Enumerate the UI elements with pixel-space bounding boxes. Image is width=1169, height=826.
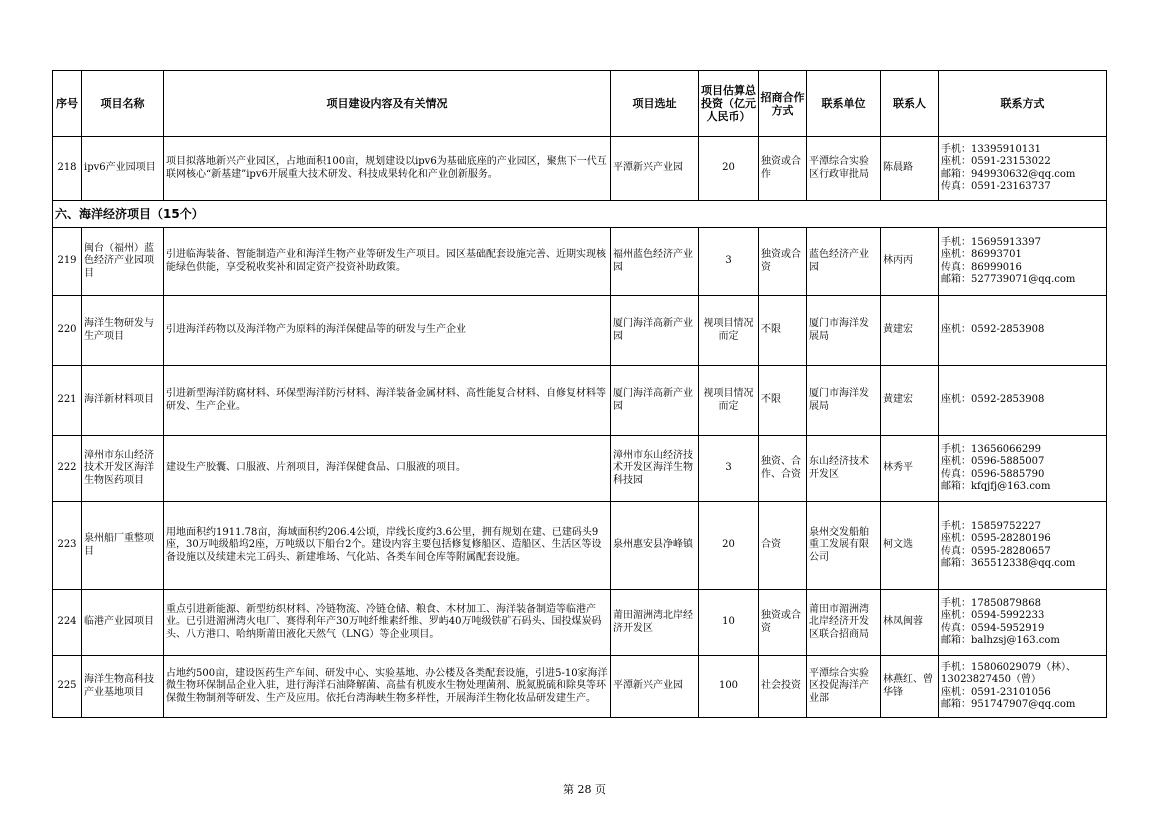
contact-line: 传真：0594-5952919	[941, 622, 1045, 634]
cell-contact	[939, 137, 1107, 201]
cell-no: 223	[53, 502, 82, 590]
cell-mode: 独资或合资	[759, 228, 807, 296]
cell-name: ipv6产业园项目	[82, 137, 164, 201]
cell-person: 柯文选	[881, 502, 939, 590]
cell-name: 海洋生物高科技产业基地项目	[82, 656, 164, 718]
cell-contact	[939, 502, 1107, 590]
cell-content: 重点引进新能源、新型纺织材料、冷链物流、冷链仓储、粮食、木材加工、海洋装备制造等临港产业。已引进湄洲湾火电厂、赛得利年产30万吨纤维素纤维、罗屿40万吨级铁矿石码头、国投煤炭码头、八方港口、哈纳斯莆田液化天然气（LNG）等企业项目。	[164, 590, 611, 656]
contact-line: 传真：0596-5885790	[941, 468, 1045, 480]
cell-no: 224	[53, 590, 82, 656]
cell-person: 林秀平	[881, 436, 939, 502]
cell-content: 用地面积约1911.78亩，海域面积约206.4公顷，岸线长度约3.6公里，拥有规划在建、已建码头9座，30万吨级船坞2座，万吨级以下船台2个。建设内容主要包括修复修船区、造船区、生活区等设备设施以及续建未完工码头、新建堆场、气化站、各类车间仓库等附属配套设施。	[164, 502, 611, 590]
cell-contact	[939, 296, 1107, 366]
cell-unit: 平潭综合实验区投促海洋产业部	[807, 656, 881, 718]
header-mode: 招商合作方式	[759, 71, 807, 137]
contact-line: 座机：0592-2853908	[941, 394, 1045, 406]
table-body-top	[53, 137, 1107, 201]
cell-investment: 视项目情况而定	[699, 296, 759, 366]
cell-site: 平潭新兴产业园	[611, 656, 699, 718]
cell-mode: 独资或合作	[759, 137, 807, 201]
project-table	[52, 70, 1107, 718]
cell-site: 漳州市东山经济技术开发区海洋生物科技园	[611, 436, 699, 502]
cell-contact	[939, 436, 1107, 502]
header-investment: 项目估算总投资（亿元人民币）	[699, 71, 759, 137]
header-unit: 联系单位	[807, 71, 881, 137]
contact-line: 传真：86999016	[941, 261, 1022, 273]
cell-mode: 社会投资	[759, 656, 807, 718]
cell-name: 海洋新材料项目	[82, 366, 164, 436]
cell-content: 占地约500亩，建设医药生产车间、研发中心、实验基地、办公楼及各类配套设施，引进5-10家海洋微生物环保制品企业入驻，进行海洋石油降解菌、高盐有机废水生物处理菌剂、脱氮脱硫和除臭等环保微生物制剂等研发、生产及应用。依托台湾海峡生物多样性，开展海洋生物化妆品研发建生产。	[164, 656, 611, 718]
cell-unit: 泉州交发船舶重工发展有限公司	[807, 502, 881, 590]
cell-mode: 独资或合资	[759, 590, 807, 656]
cell-no: 218	[53, 137, 82, 201]
cell-person: 黄建宏	[881, 366, 939, 436]
cell-site: 平潭新兴产业园	[611, 137, 699, 201]
cell-investment: 20	[699, 137, 759, 201]
contact-line: 座机：0592-2853908	[941, 324, 1045, 336]
table-body-bottom	[53, 228, 1107, 718]
contact-line: 座机：86993701	[941, 249, 1022, 260]
cell-site: 厦门海洋高新产业园	[611, 296, 699, 366]
cell-person: 林凤闽蓉	[881, 590, 939, 656]
contact-line: 座机：0596-5885007	[941, 456, 1045, 467]
cell-site: 莆田湄洲湾北岸经济开发区	[611, 590, 699, 656]
table-row	[53, 366, 1107, 436]
contact-line: 座机：0591-23153022	[941, 156, 1051, 167]
cell-name: 泉州船厂重整项目	[82, 502, 164, 590]
contact-line: 邮箱：kfqjfj@163.com	[941, 481, 1051, 492]
header-site: 项目选址	[611, 71, 699, 137]
header-no: 序号	[53, 71, 82, 137]
cell-investment: 3	[699, 436, 759, 502]
cell-person: 林丙丙	[881, 228, 939, 296]
cell-name: 海洋生物研发与生产项目	[82, 296, 164, 366]
cell-site: 泉州惠安县净峰镇	[611, 502, 699, 590]
cell-mode: 合资	[759, 502, 807, 590]
cell-contact	[939, 656, 1107, 718]
cell-investment: 10	[699, 590, 759, 656]
section-row	[53, 201, 1107, 228]
cell-person: 林燕红、曾华锋	[881, 656, 939, 718]
cell-investment: 视项目情况而定	[699, 366, 759, 436]
contact-line: 邮箱：951747907@qq.com	[941, 699, 1076, 710]
cell-name: 漳州市东山经济技术开发区海洋生物医药项目	[82, 436, 164, 502]
cell-unit: 平潭综合实验区行政审批局	[807, 137, 881, 201]
cell-content: 引进海洋药物以及海洋物产为原料的海洋保健品等的研发与生产企业	[164, 296, 611, 366]
table-row	[53, 656, 1107, 718]
contact-line: 邮箱：527739071@qq.com	[941, 274, 1076, 285]
cell-mode: 不限	[759, 296, 807, 366]
header-person: 联系人	[881, 71, 939, 137]
cell-unit: 蓝色经济产业园	[807, 228, 881, 296]
cell-no: 225	[53, 656, 82, 718]
contact-line: 座机：0591-23101056	[941, 686, 1051, 698]
header-content: 项目建设内容及有关情况	[164, 71, 611, 137]
table-section	[53, 201, 1107, 228]
header-name: 项目名称	[82, 71, 164, 137]
cell-name: 临港产业园项目	[82, 590, 164, 656]
cell-person: 黄建宏	[881, 296, 939, 366]
contact-line: 传真：0591-23163737	[941, 181, 1051, 192]
cell-name: 闽台（福州）蓝色经济产业园项目	[82, 228, 164, 296]
cell-contact	[939, 228, 1107, 296]
cell-site: 福州蓝色经济产业园	[611, 228, 699, 296]
contact-line: 手机：15695913397	[941, 236, 1041, 248]
contact-line: 手机：13656066299	[941, 443, 1041, 455]
table-row	[53, 436, 1107, 502]
cell-content: 项目拟落地新兴产业园区，占地面积100亩，规划建设以ipv6为基础底座的产业园区，聚焦下一代互联网核心“新基建”ipv6开展重大技术研发、科技成果转化和产业创新服务。	[164, 137, 611, 201]
cell-no: 221	[53, 366, 82, 436]
cell-no: 222	[53, 436, 82, 502]
contact-line: 邮箱：balhzsj@163.com	[941, 635, 1060, 646]
header-contact: 联系方式	[939, 71, 1107, 137]
table-row	[53, 137, 1107, 201]
cell-investment: 3	[699, 228, 759, 296]
contact-line: 13023827450（曾）	[941, 674, 1041, 685]
header-row	[53, 71, 1107, 137]
contact-line: 手机：13395910131	[941, 143, 1041, 155]
contact-line: 座机：0594-5992233	[941, 610, 1045, 621]
cell-no: 220	[53, 296, 82, 366]
contact-line: 传真：0595-28280657	[941, 545, 1051, 557]
cell-site: 厦门海洋高新产业园	[611, 366, 699, 436]
cell-mode: 独资、合作、合资	[759, 436, 807, 502]
cell-contact	[939, 366, 1107, 436]
cell-person: 陈晨路	[881, 137, 939, 201]
contact-line: 手机：17850879868	[941, 597, 1041, 609]
cell-content: 引进临海装备、智能制造产业和海洋生物产业等研发生产项目。园区基础配套设施完善、近期实现核能绿色供能，享受税收奖补和固定资产投资补助政策。	[164, 228, 611, 296]
table-row	[53, 590, 1107, 656]
cell-mode: 不限	[759, 366, 807, 436]
cell-content: 建设生产胶囊、口服液、片剂项目，海洋保健食品、口服液的项目。	[164, 436, 611, 502]
contact-line: 邮箱：365512338@qq.com	[941, 558, 1076, 569]
table-row	[53, 296, 1107, 366]
cell-no: 219	[53, 228, 82, 296]
cell-unit: 厦门市海洋发展局	[807, 296, 881, 366]
section-title: 六、海洋经济项目（15个）	[53, 201, 1107, 228]
page-number: 第 28 页	[563, 783, 606, 796]
contact-line: 手机：15806029079（林）、	[941, 661, 1076, 673]
cell-unit: 莆田市湄洲湾北岸经济开发区联合招商局	[807, 590, 881, 656]
cell-unit: 厦门市海洋发展局	[807, 366, 881, 436]
cell-investment: 20	[699, 502, 759, 590]
cell-investment: 100	[699, 656, 759, 718]
cell-content: 引进新型海洋防腐材料、环保型海洋防污材料、海洋装备金属材料、高性能复合材料、自修复材料等研发、生产企业。	[164, 366, 611, 436]
cell-contact	[939, 590, 1107, 656]
cell-unit: 东山经济技术开发区	[807, 436, 881, 502]
contact-line: 座机：0595-28280196	[941, 533, 1051, 544]
table-row	[53, 502, 1107, 590]
table-row	[53, 228, 1107, 296]
contact-line: 邮箱：949930632@qq.com	[941, 168, 1076, 180]
contact-line: 手机：15859752227	[941, 520, 1041, 532]
